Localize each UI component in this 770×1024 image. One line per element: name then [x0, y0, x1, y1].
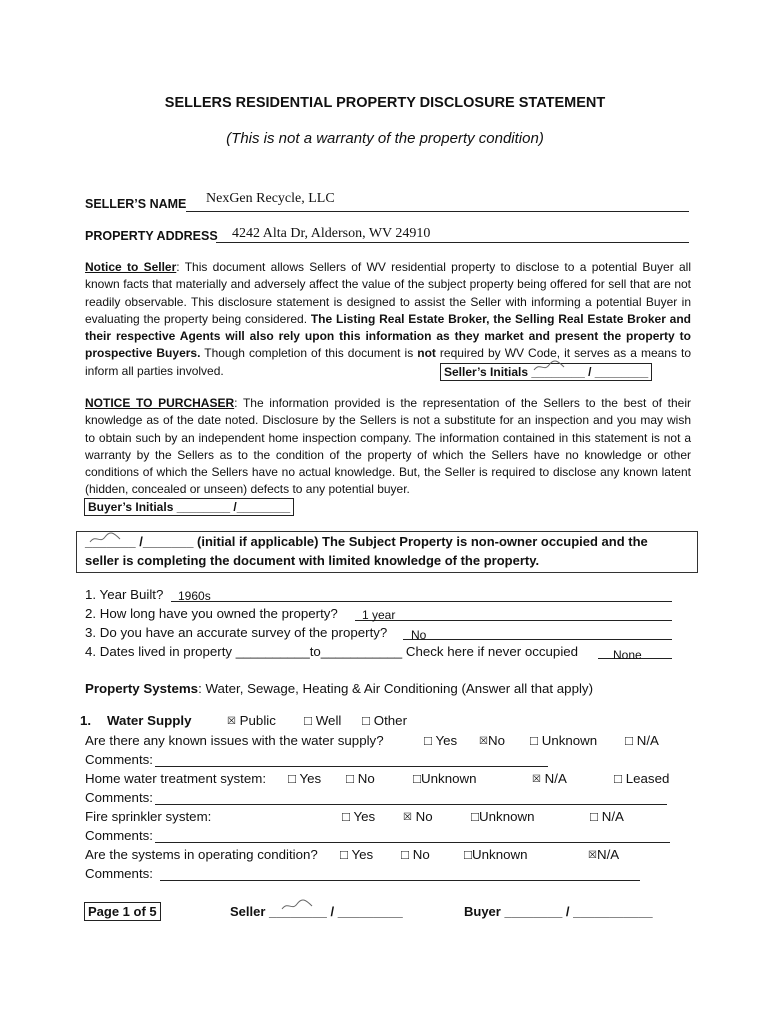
checkbox-icon[interactable]: □ — [401, 847, 410, 862]
notice-to-seller-heading: Notice to Seller — [85, 260, 177, 274]
q-operating-condition: Are the systems in operating condition? — [85, 847, 318, 862]
checkbox-icon[interactable]: □ — [614, 771, 623, 786]
checkbox-icon[interactable]: □ — [530, 733, 539, 748]
q1-value[interactable]: 1960s — [178, 589, 211, 603]
property-address-label: PROPERTY ADDRESS — [85, 229, 218, 243]
comments-label: Comments: — [85, 866, 153, 881]
checked-box-icon[interactable]: ☒ — [588, 850, 597, 861]
q1-line — [171, 601, 672, 602]
issues-no-option[interactable]: ☒No — [479, 733, 505, 748]
operating-no-option[interactable]: □ No — [401, 847, 430, 862]
q3-line — [403, 639, 672, 640]
q2-value[interactable]: 1 year — [362, 608, 396, 622]
page-number: Page 1 of 5 — [84, 902, 161, 921]
notice-to-seller: Notice to Seller: This document allows Sellers of WV residential property to disclose to a potential Buyer all known facts that materially and adversely affect the value of the subject property being offered for sell that are not readily observable. This disclosure statement is designed to assist the Seller with informing a potential Buyer in evaluating the property being considered. The Listing Real Estate Broker, the Selling Real Estate Broker and their respective Agents will also rely upon this information as they market and present the property to prospective Buyers. Though completion of this document is not required by WV Code, it serves as a means to inform all parties involved. — [85, 260, 692, 378]
treatment-na-option[interactable]: ☒ N/A — [532, 771, 567, 786]
sprinkler-unknown-option[interactable]: □Unknown — [471, 809, 535, 824]
checkbox-icon[interactable]: □ — [464, 847, 473, 862]
checkbox-icon[interactable]: □ — [590, 809, 599, 824]
q4-value[interactable]: None — [613, 648, 642, 662]
sprinkler-na-option[interactable]: □ N/A — [590, 809, 624, 824]
q2-line — [355, 620, 672, 621]
q2-label: 2. How long have you owned the property? — [85, 606, 338, 621]
checkbox-icon[interactable]: □ — [362, 713, 371, 728]
water-section-number: 1. — [80, 713, 92, 728]
checkbox-icon[interactable]: □ — [625, 733, 634, 748]
issues-yes-option[interactable]: □ Yes — [424, 733, 458, 748]
treatment-yes-option[interactable]: □ Yes — [288, 771, 322, 786]
seller-initials-box[interactable]: Seller’s Initials ________ / ________ — [440, 363, 652, 381]
issues-unknown-option[interactable]: □ Unknown — [530, 733, 598, 748]
checkbox-icon[interactable]: □ — [340, 847, 349, 862]
treatment-leased-option[interactable]: □ Leased — [614, 771, 670, 786]
checkbox-icon[interactable]: □ — [424, 733, 433, 748]
q-fire-sprinkler: Fire sprinkler system: — [85, 809, 212, 824]
seller-name-value[interactable]: NexGen Recycle, LLC — [206, 191, 335, 206]
water-other-option[interactable]: □ Other — [362, 713, 408, 728]
checked-box-icon[interactable]: ☒ — [532, 774, 541, 785]
treatment-no-option[interactable]: □ No — [346, 771, 375, 786]
buyer-initials-box[interactable]: Buyer’s Initials ________ /________ — [84, 498, 294, 516]
checkbox-icon[interactable]: □ — [304, 713, 313, 728]
comments-line[interactable] — [155, 766, 548, 767]
water-well-option[interactable]: □ Well — [304, 713, 342, 728]
notice-to-purchaser: NOTICE TO PURCHASER: The information provided is the representation of the Sellers to the best of their knowledge as of the date noted. Disclosure by the Sellers is not a substitute for an inspection and you may wish to obtain such by an independent home inspection company. The information contained in this statement is not a warranty by the Sellers as to the condition of the property of which the Sellers have no knowledge or other conditions of which the Sellers have no actual knowledge. But, the Seller is required to disclose any known latent (hidden, concealed or unseen) defects to any potential buyer. — [85, 396, 691, 497]
non-owner-line-2: seller is completing the document with limited knowledge of the property. — [85, 553, 540, 568]
checkbox-icon[interactable]: □ — [471, 809, 480, 824]
treatment-unknown-option[interactable]: □Unknown — [413, 771, 477, 786]
comments-label: Comments: — [85, 752, 153, 767]
property-address-value[interactable]: 4242 Alta Dr, Alderson, WV 24910 — [232, 226, 431, 241]
q3-label: 3. Do you have an accurate survey of the property? — [85, 625, 388, 640]
checkbox-icon[interactable]: □ — [288, 771, 297, 786]
seller-initials-signature — [532, 359, 566, 373]
operating-na-option[interactable]: ☒N/A — [588, 847, 620, 862]
footer-seller-signature — [280, 898, 314, 912]
operating-yes-option[interactable]: □ Yes — [340, 847, 374, 862]
q3-value[interactable]: No — [411, 628, 427, 642]
footer-seller-initials[interactable]: Seller ________ / _________ — [230, 904, 403, 919]
sprinkler-no-option[interactable]: ☒ No — [403, 809, 433, 824]
water-public-option[interactable]: ☒ Public — [227, 713, 276, 728]
document-subtitle: (This is not a warranty of the property condition) — [226, 130, 544, 147]
non-owner-line-1[interactable]: _______ /_______ (initial if applicable) The Subject Property is non-owner occupied and the — [85, 534, 648, 549]
checkbox-icon[interactable]: □ — [342, 809, 351, 824]
water-supply-label: Water Supply — [107, 713, 192, 728]
comments-line[interactable] — [160, 880, 640, 881]
seller-name-line — [186, 211, 689, 212]
sprinkler-yes-option[interactable]: □ Yes — [342, 809, 376, 824]
operating-unknown-option[interactable]: □Unknown — [464, 847, 528, 862]
comments-label: Comments: — [85, 828, 153, 843]
q-water-treatment: Home water treatment system: — [85, 771, 267, 786]
comments-line[interactable] — [155, 842, 670, 843]
footer-buyer-initials[interactable]: Buyer ________ / ___________ — [464, 904, 653, 919]
issues-na-option[interactable]: □ N/A — [625, 733, 659, 748]
checked-box-icon[interactable]: ☒ — [403, 812, 412, 823]
comments-line[interactable] — [155, 804, 667, 805]
comments-label: Comments: — [85, 790, 153, 805]
seller-name-label: SELLER’S NAME — [85, 197, 187, 211]
q-water-issues: Are there any known issues with the water supply? — [85, 733, 384, 748]
checkbox-icon[interactable]: □ — [346, 771, 355, 786]
notice-to-purchaser-heading: NOTICE TO PURCHASER — [85, 396, 235, 410]
document-title: SELLERS RESIDENTIAL PROPERTY DISCLOSURE STATEMENT — [164, 95, 606, 111]
property-systems-heading: Property Systems — [85, 681, 199, 696]
non-owner-initials-signature — [88, 531, 122, 545]
q4-label: 4. Dates lived in property __________to___________ Check here if never occupied — [85, 644, 579, 659]
checked-box-icon[interactable]: ☒ — [227, 716, 236, 727]
property-systems: Property Systems: Water, Sewage, Heating & Air Conditioning (Answer all that apply) — [85, 681, 593, 696]
q1-label: 1. Year Built? — [85, 587, 164, 602]
checkbox-icon[interactable]: □ — [413, 771, 422, 786]
checked-box-icon[interactable]: ☒ — [479, 736, 488, 747]
property-address-line — [216, 242, 689, 243]
